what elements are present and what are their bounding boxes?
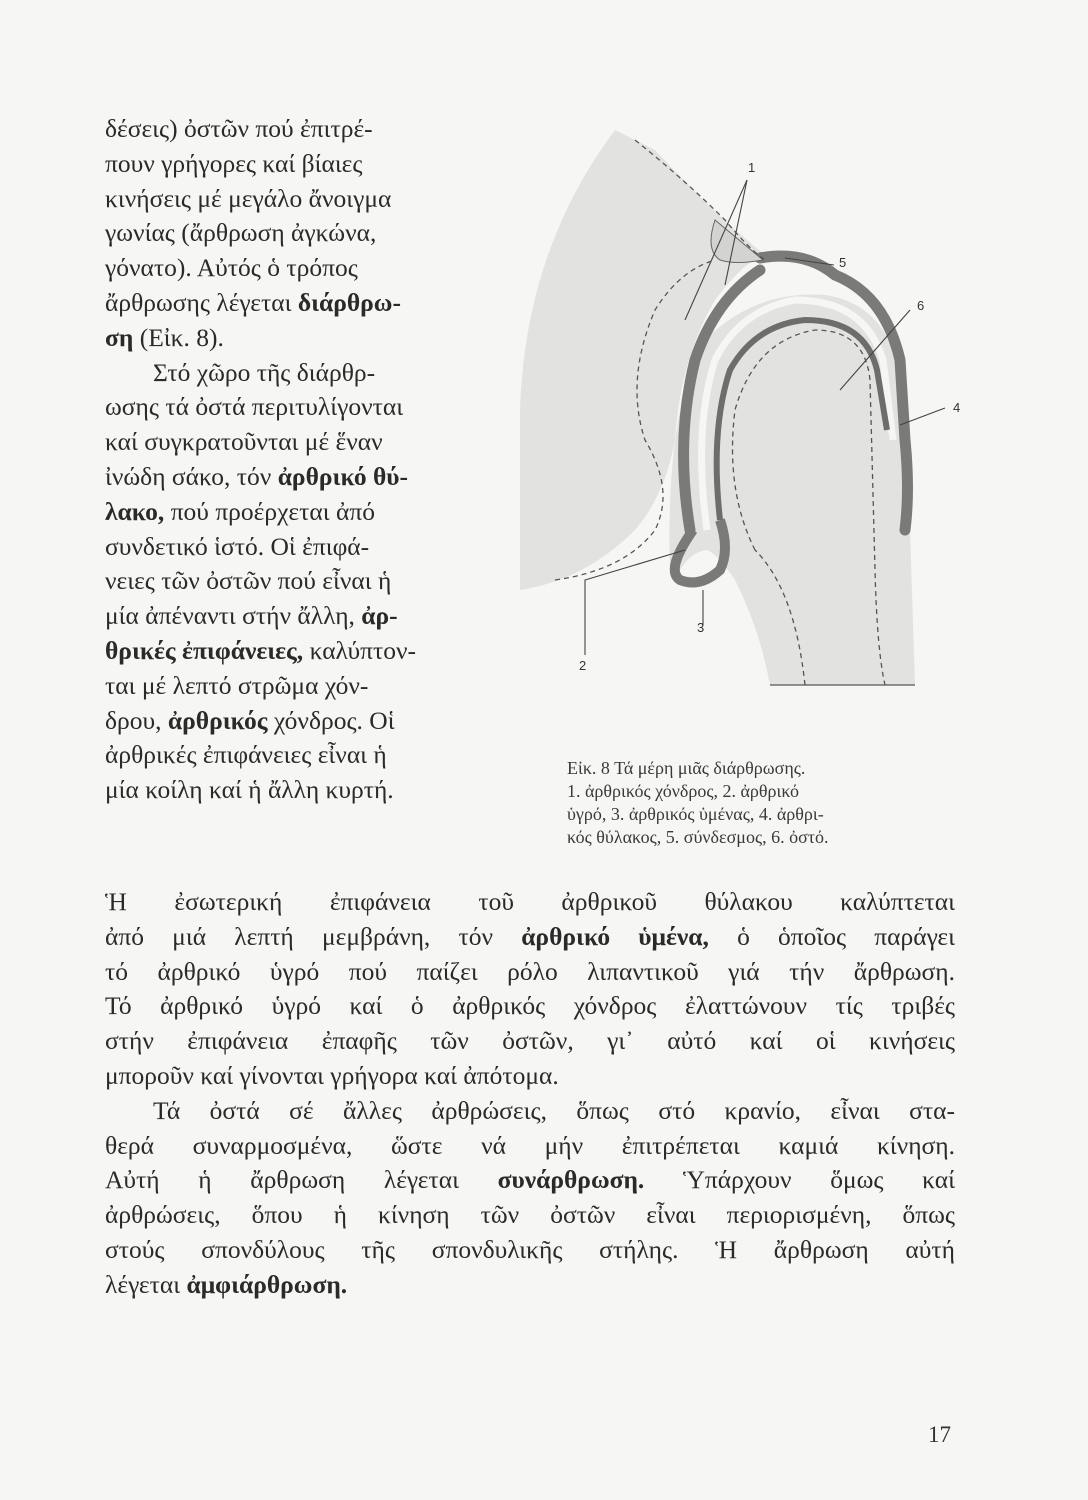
text-line: καί συγκρατοῦνται μέ ἕναν	[105, 427, 383, 457]
text-line: ωσης τά ὀστά περιτυλίγονται	[105, 392, 404, 422]
figure-caption	[567, 757, 957, 849]
paragraph-4	[105, 1094, 955, 1303]
text-line: τό ἀρθρικό ὑγρό πού παίζει ρόλο λιπαντικοῦ γιά τήν ἄρθρωση.	[105, 956, 955, 986]
text-line: μία κοίλη καί ἡ ἄλλη κυρτή.	[105, 775, 394, 805]
text-line: Στό χῶρο τῆς διάρθρ-	[153, 357, 376, 387]
text-line: δέσεις) ὀστῶν πού ἐπιτρέ-	[105, 114, 373, 143]
text-span: χόνδρος. Οἱ	[273, 705, 395, 735]
left-column-text	[105, 112, 525, 808]
term-articular: ἀρ-	[361, 601, 398, 631]
text-line: κινήσεις μέ μεγάλο ἄνοιγμα	[105, 183, 392, 213]
caption-line: 1. ἀρθρικός χόνδρος, 2. ἀρθρικό	[567, 781, 800, 801]
figure-label-1: 1	[748, 160, 756, 175]
figure-label-3: 3	[697, 620, 705, 635]
text-line: ἀρθρώσεις, ὅπου ἡ κίνηση τῶν ὀστῶν εἶναι περιορισμένη, ὅπως	[105, 1200, 955, 1230]
text-line: στούς σπονδύλους τῆς σπονδυλικῆς στήλης. Ἡ ἄρθρωση αὐτή	[105, 1234, 955, 1264]
text-line: πουν γρήγορες καί βίαιες	[105, 148, 363, 178]
text-line: ται μέ λεπτό στρῶμα χόν-	[105, 670, 369, 700]
term-diarthrosis: διάρθρω-	[297, 287, 401, 317]
text-span: ἄρθρωσης λέγεται	[105, 287, 292, 317]
text-line	[105, 286, 525, 321]
text-span: Ὑπάρχουν ὅμως καί	[682, 1165, 956, 1195]
term-synarthrosis: συνάρθρωση.	[497, 1165, 645, 1195]
paragraph-1	[105, 112, 525, 356]
figure-label-5: 5	[839, 255, 847, 270]
text-line: ἀρθρικές ἐπιφάνειες εἶναι ἡ	[105, 740, 387, 770]
full-width-text	[105, 885, 955, 1303]
term-articular-surfaces: θρικές ἐπιφάνειες,	[105, 635, 304, 665]
text-span: ὁ ὁποῖος παράγει	[737, 921, 955, 951]
text-span: δρου,	[105, 705, 162, 735]
text-line: γόνατο). Αὐτός ὁ τρόπος	[105, 253, 358, 283]
text-line	[105, 495, 525, 530]
text-line: νειες τῶν ὀστῶν πού εἶναι ἡ	[105, 566, 392, 596]
text-line: στήν ἐπιφάνεια ἐπαφῆς τῶν ὀστῶν, γι᾽ αὐτό καί οἱ κινήσεις	[105, 1026, 955, 1056]
text-line	[105, 321, 525, 356]
figure-label-4: 4	[953, 400, 961, 415]
joint-diagram	[515, 110, 975, 750]
text-line	[105, 1163, 955, 1198]
term-amphiarthrosis: ἀμφιάρθρωση.	[186, 1269, 348, 1299]
text-line	[105, 599, 525, 634]
text-line: θερά συναρμοσμένα, ὥστε νά μήν ἐπιτρέπεται καμιά κίνηση.	[105, 1130, 955, 1160]
text-span: Αὐτή ἡ ἄρθρωση λέγεται	[105, 1165, 459, 1195]
paragraph-2	[105, 356, 525, 808]
text-line	[105, 634, 525, 669]
text-span: πού προέρχεται ἀπό	[170, 496, 375, 526]
caption-line: Εἰκ. 8 Τά μέρη μιᾶς διάρθρωσης.	[567, 758, 806, 778]
text-line	[105, 704, 525, 739]
term-joint-capsule-end: λακο,	[105, 496, 165, 526]
caption-line: ὑγρό, 3. ἀρθρικός ὑμένας, 4. ἀρθρι-	[567, 804, 824, 824]
text-line	[105, 460, 525, 495]
term-diarthrosis-end: ση	[105, 322, 134, 352]
text-span: (Εἰκ. 8).	[139, 322, 224, 352]
term-articular-cartilage: ἀρθρικός	[167, 705, 268, 735]
text-span: ἀπό μιά λεπτή μεμβράνη, τόν	[105, 921, 494, 951]
figure-label-2: 2	[579, 658, 587, 673]
term-joint-capsule: ἀρθρικό θύ-	[277, 461, 409, 491]
text-span: ἰνώδη σάκο, τόν	[105, 461, 272, 491]
text-line: γωνίας (ἄρθρωση ἀγκώνα,	[105, 218, 377, 248]
text-span: καλύπτον-	[309, 635, 416, 665]
paragraph-3	[105, 885, 955, 1094]
text-span: λέγεται	[105, 1269, 181, 1299]
page-number: 17	[928, 1422, 951, 1447]
caption-line: κός θύλακος, 5. σύνδεσμος, 6. ὀστό.	[567, 827, 829, 847]
figure-label-6: 6	[917, 298, 925, 313]
text-line: Τά ὀστά σέ ἄλλες ἀρθρώσεις, ὅπως στό κρανίο, εἶναι στα-	[153, 1095, 955, 1125]
text-span: μία ἀπέναντι στήν ἄλλη,	[105, 601, 355, 631]
text-line: συνδετικό ἱστό. Οἱ ἐπιφά-	[105, 531, 370, 561]
text-line: μποροῦν καί γίνονται γρήγορα καί ἀπότομα.	[105, 1060, 559, 1090]
text-line	[105, 920, 955, 955]
text-line	[105, 1268, 955, 1303]
text-line: Ἡ ἐσωτερική ἐπιφάνεια τοῦ ἀρθρικοῦ θύλακου καλύπτεται	[105, 887, 955, 916]
text-line: Τό ἀρθρικό ὑγρό καί ὁ ἀρθρικός χόνδρος ἐλαττώνουν τίς τριβές	[105, 991, 955, 1021]
term-synovial-membrane: ἀρθρικό ὑμένα,	[521, 921, 709, 951]
